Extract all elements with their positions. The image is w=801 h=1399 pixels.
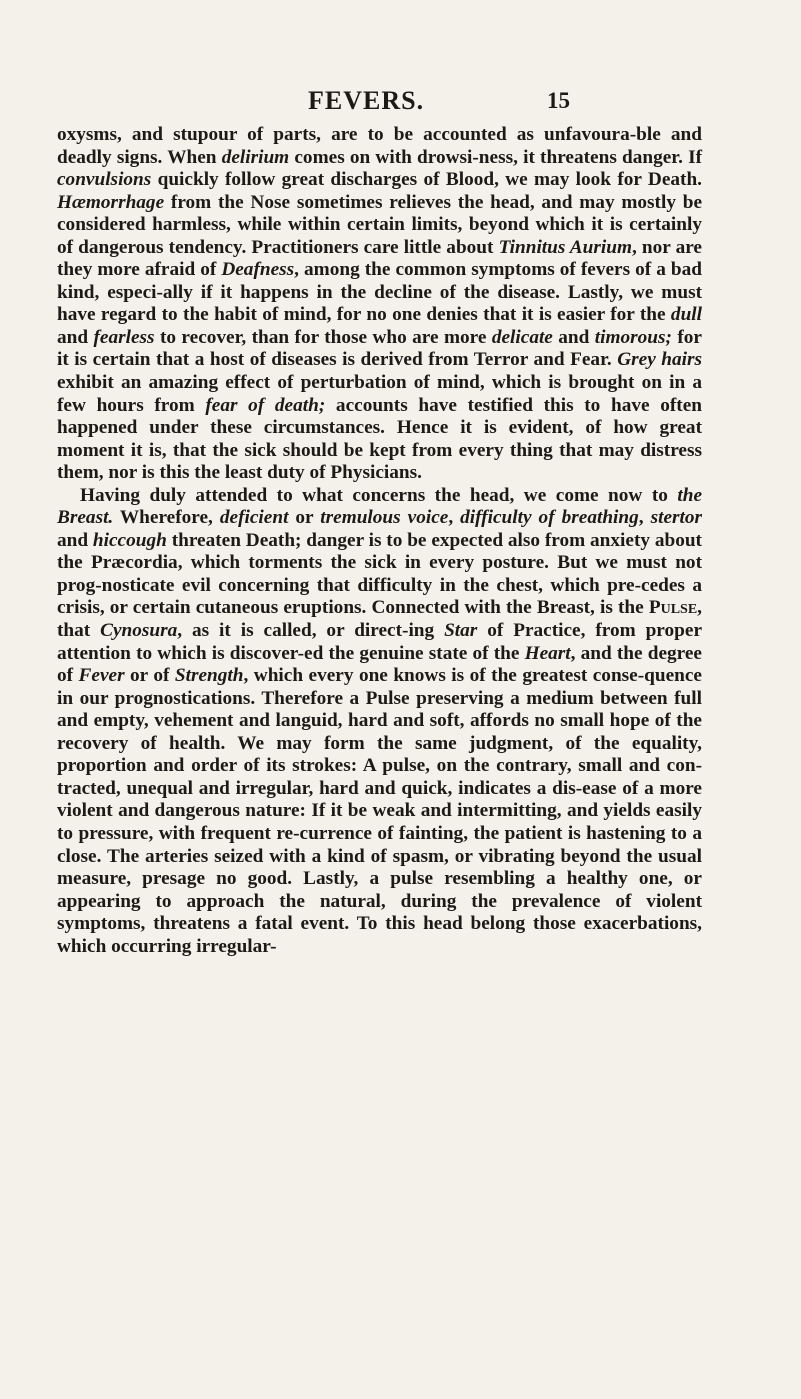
text-run: exhibit an amazing effect of perturbation of mind, which is brought on in a few hours from xyxy=(57,372,702,416)
italic-term: Deafness xyxy=(221,259,295,281)
italic-term: dull xyxy=(670,304,702,326)
body-text xyxy=(57,124,702,958)
italic-term: Fever xyxy=(78,665,125,687)
italic-term: Star xyxy=(444,620,478,642)
text-run: and xyxy=(552,326,595,348)
text-run: and xyxy=(57,529,93,551)
italic-term: Strength xyxy=(174,665,244,687)
text-run: and xyxy=(57,326,94,348)
text-run: , which every one knows is of the greatest conse-quence in our prognostications. Therefore a Pulse preserving a medium between full and empty, vehement and languid, hard and soft, affords no small hope of the recovery of health. We may form the same judgment, of the equality, proportion and order of its strokes: A pulse, on the contrary, small and con-tracted, unequal and irregular, hard and quick, indicates a dis-ease of a more violent and dangerous nature: If it be weak and intermitting, and yields easily to pressure, with frequent re-currence of fainting, the patient is hastening to a close. The arteries seized with a kind of spasm, or vibrating beyond the usual measure, presage no good. Lastly, a pulse resembling a healthy one, or appearing to approach the natural, during the prevalence of violent symptoms, threatens a fatal event. To this head belong those exacerbations, which occurring irregular- xyxy=(57,665,702,957)
text-run: quickly follow great discharges of Blood, we may look for Death. xyxy=(151,169,702,191)
italic-term: fearless xyxy=(93,326,155,348)
italic-term: delicate xyxy=(491,326,553,348)
italic-term: Heart xyxy=(524,642,571,664)
text-run: Wherefore, xyxy=(113,507,220,529)
italic-term: deficient xyxy=(219,507,289,529)
text-run: , among the common symptoms of fevers of a bad kind, especi-ally if it happens in the decline of the disease. Lastly, we must have regard to the habit of mind, for no one denies that it is easier for the xyxy=(57,259,702,326)
text-run: oxysms, and stupour of parts, are to be accounted as unfavoura-ble and deadly signs. When xyxy=(57,124,702,168)
italic-term: fear of death; xyxy=(205,394,326,416)
text-run: from the Nose sometimes relieves the head, and may mostly be considered harmless, while within certain limits, beyond which it is certainly of dangerous tendency. Practitioners care little about xyxy=(57,191,702,258)
text-run: or xyxy=(288,507,321,529)
italic-term: convulsions xyxy=(57,169,152,191)
italic-term: Grey hairs xyxy=(617,349,702,371)
italic-term: Hæmorrhage xyxy=(57,191,165,213)
text-run: , xyxy=(638,507,651,529)
paragraph-1 xyxy=(57,124,702,485)
text-run: of Practice, from proper attention to which is discover-ed the genuine state of the xyxy=(57,620,702,664)
text-run: or of xyxy=(124,665,175,687)
small-caps-term: Pulse xyxy=(648,597,698,619)
italic-term: delirium xyxy=(221,146,290,168)
text-run: , that xyxy=(57,597,702,642)
italic-term: difficulty of breathing xyxy=(460,507,639,529)
running-head xyxy=(248,86,588,116)
italic-term: stertor xyxy=(650,507,703,529)
italic-term: hiccough xyxy=(92,529,167,551)
paragraph-2 xyxy=(57,485,702,958)
italic-term: Cynosura xyxy=(100,620,178,642)
italic-term: Tinnitus Aurium xyxy=(498,236,632,258)
page-number: 15 xyxy=(547,88,570,113)
text-run: , as it is called, or direct-ing xyxy=(177,620,445,642)
text-run: Having duly attended to what concerns the head, we come now to xyxy=(80,484,678,506)
text-run: to recover, than for those who are more xyxy=(154,326,492,348)
italic-term: timorous; xyxy=(594,326,672,348)
text-run: , xyxy=(448,507,461,529)
running-title: FEVERS. xyxy=(308,86,425,115)
text-run: comes on with drowsi-ness, it threatens danger. If xyxy=(289,146,702,168)
text-run: , and the degree of xyxy=(57,642,702,687)
text-run: , nor are they more afraid of xyxy=(57,236,702,281)
italic-term: tremulous voice xyxy=(320,507,449,529)
text-run: accounts have testified this to have often happened under these circumstances. Hence it is evident, of how great moment it is, that the sick should be kept from every thing that may distress them, nor is this the least duty of Physicians. xyxy=(57,394,702,484)
italic-term: the Breast. xyxy=(57,484,702,529)
text-run: for it is certain that a host of diseases is derived from Terror and Fear. xyxy=(57,326,702,371)
text-run: threaten Death; danger is to be expected also from anxiety about the Præcordia, which torments the sick in every posture. But we must not prog-nosticate evil concerning that difficulty in the chest, which pre-cedes a crisis, or certain cutaneous eruptions. Connected with the Breast, is the xyxy=(57,529,702,619)
